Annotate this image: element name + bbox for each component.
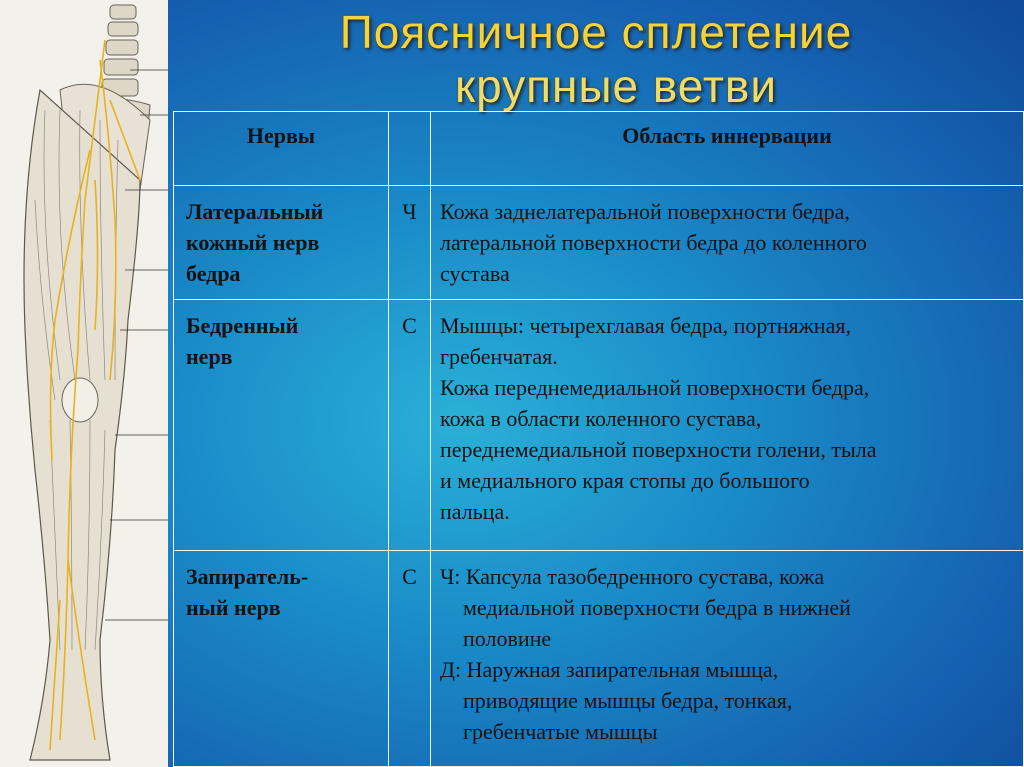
title-line-2: крупные ветви [454, 60, 778, 112]
table-row [174, 186, 1024, 300]
nerve-name: Латеральный кожный нерв бедра [174, 186, 389, 300]
nerve-name: Запиратель- ный нерв [174, 551, 389, 767]
table-header-row [174, 112, 1024, 186]
table-row [174, 300, 1024, 551]
anatomy-illustration [0, 0, 168, 767]
leg-nerves-drawing [0, 0, 168, 767]
innervation-area: Кожа заднелатеральной поверхности бедра, латеральной поверхности бедра до коленного сустава [431, 186, 1024, 300]
nerve-name: Бедренный нерв [174, 300, 389, 551]
innervation-area: Ч: Капсула тазобедренного сустава, кожа медиальной поверхности бедра в нижней половине Д: Наружная запирательная мышца, приводящие мышцы бедра, тонкая, гребенчатые мышцы [431, 551, 1024, 767]
title-line-1: Поясничное сплетение [339, 6, 853, 58]
nerve-code: С [389, 300, 431, 551]
header-nerves: Нервы [174, 112, 389, 186]
table-row [174, 551, 1024, 767]
nerve-code: С [389, 551, 431, 767]
innervation-area: Мышцы: четырехглавая бедра, портняжная, гребенчатая. Кожа переднемедиальной поверхности бедра, кожа в области коленного сустава, переднемедиальной поверхности голени, тыла и медиального края стопы до большого пальца. [431, 300, 1024, 551]
header-area: Область иннервации [431, 112, 1024, 186]
header-code [389, 112, 431, 186]
innervation-table [173, 111, 1024, 767]
nerve-code: Ч [389, 186, 431, 300]
